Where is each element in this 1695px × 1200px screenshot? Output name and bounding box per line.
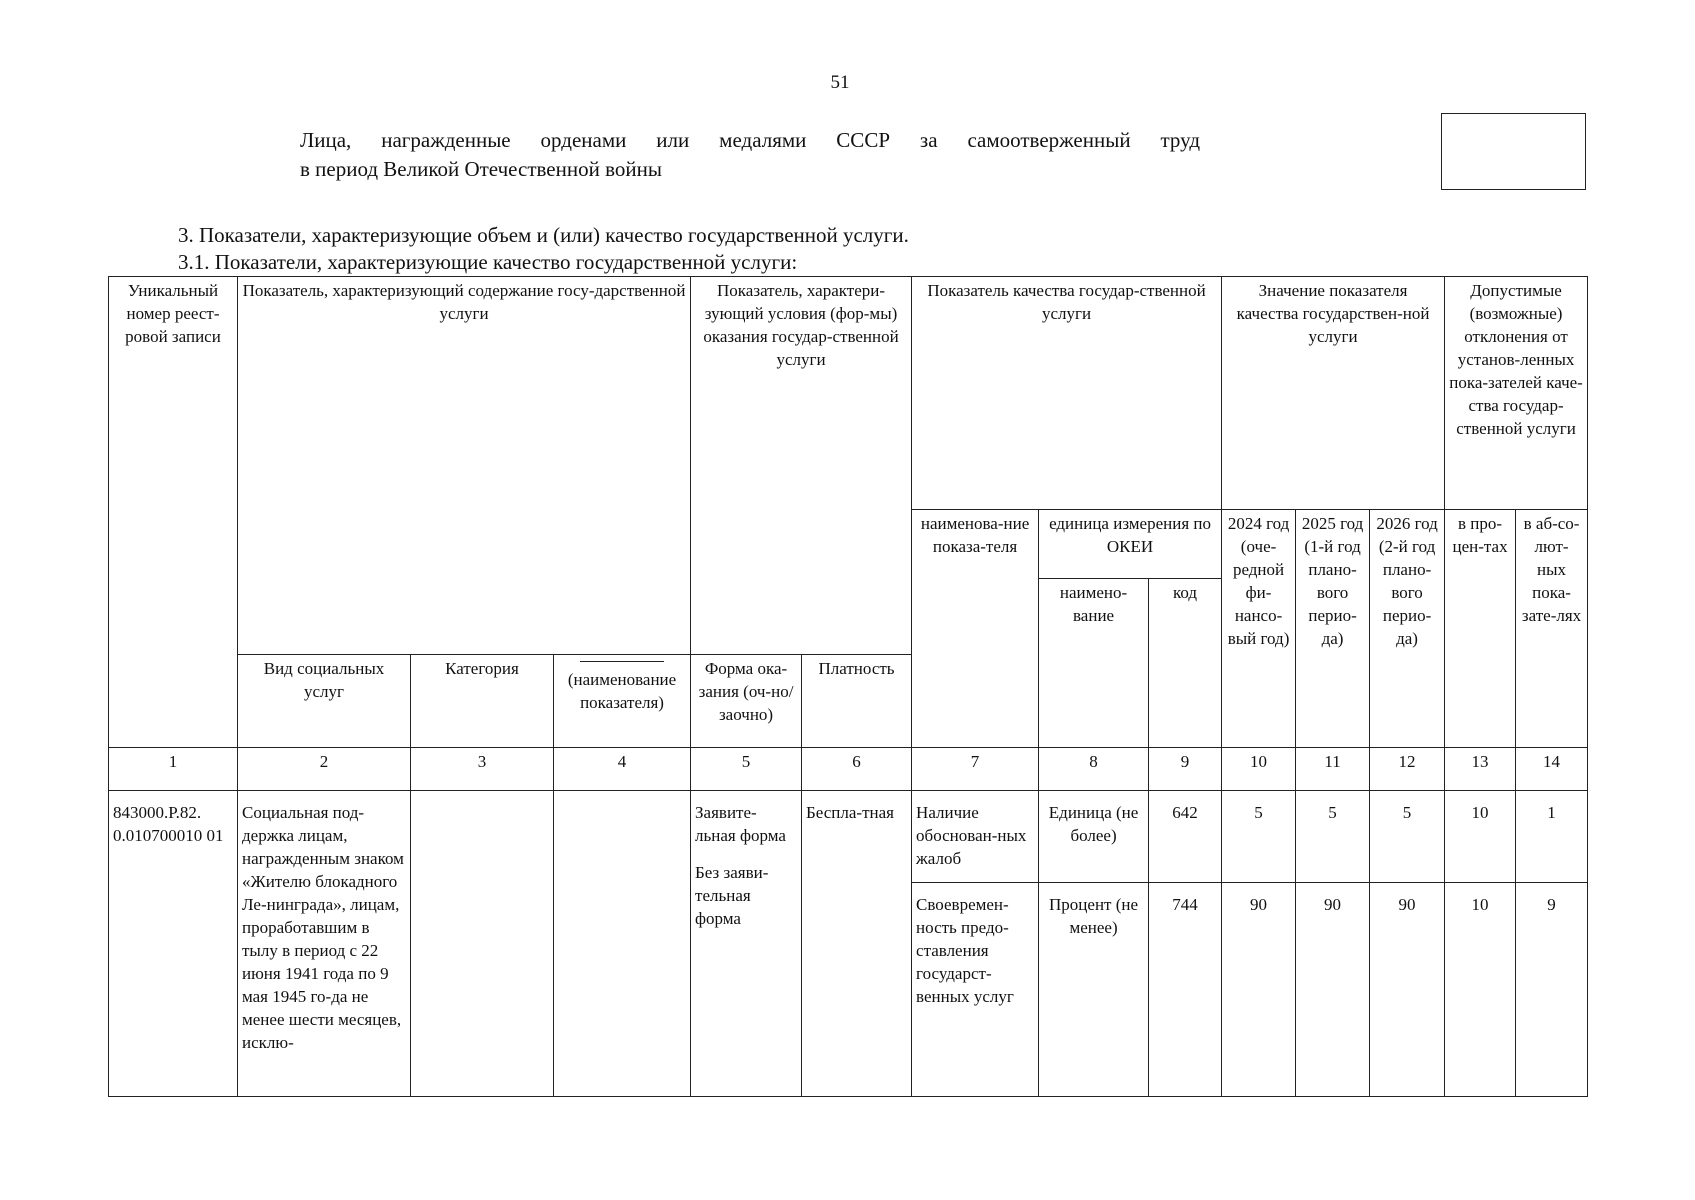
table-row	[109, 791, 1588, 883]
row-value-2026: 5	[1370, 791, 1445, 883]
header-year-2025: 2025 год (1-й год плано-вого перио-да)	[1296, 510, 1370, 748]
row-value-2024: 5	[1222, 791, 1296, 883]
section-3-title: 3. Показатели, характеризующие объем и (или) качество государственной услуги.	[178, 223, 909, 247]
header-deviations-group: Допустимые (возможные) отклонения от установ-ленных пока-зателей каче-ства государ-ственной услуги	[1445, 277, 1588, 510]
header-unique-record: Уникальный номер реест-ровой записи	[109, 277, 238, 748]
column-number: 12	[1370, 748, 1445, 791]
column-number-row	[109, 748, 1588, 791]
header-indicator-name: наименова-ние показа-теля	[912, 510, 1039, 748]
header-year-2026: 2026 год (2-й год плано-вого перио-да)	[1370, 510, 1445, 748]
column-number: 5	[691, 748, 802, 791]
header-indicator-placeholder	[554, 655, 691, 748]
header-unit-code: код	[1149, 579, 1222, 748]
header-category: Категория	[411, 655, 554, 748]
header-quality-group: Показатель качества государ-ственной услуги	[912, 277, 1222, 510]
row-value-2024: 90	[1222, 883, 1296, 1097]
column-number: 7	[912, 748, 1039, 791]
row-value-2025: 90	[1296, 883, 1370, 1097]
registry-code-box	[1441, 113, 1586, 190]
column-number: 6	[802, 748, 912, 791]
column-number: 11	[1296, 748, 1370, 791]
column-number: 2	[238, 748, 411, 791]
record-indicator	[554, 791, 691, 1097]
header-unit-name: наимено-вание	[1039, 579, 1149, 748]
row-code: 744	[1149, 883, 1222, 1097]
header-values-group: Значение показателя качества государствен-ной услуги	[1222, 277, 1445, 510]
record-service-type: Социальная под-держка лицам, награжденным знаком «Жителю блокадного Ле-нинграда», лицам, проработавшим в тылу в период с 22 июня 1941 года по 9 мая 1945 го-да не менее шести месяцев, исклю-	[238, 791, 411, 1097]
record-forms	[691, 791, 802, 1097]
column-number: 10	[1222, 748, 1296, 791]
section-3-1-title: 3.1. Показатели, характеризующие качество государственной услуги:	[178, 250, 798, 274]
record-form-1: Заявите-льная форма	[695, 803, 786, 845]
header-form: Форма ока-зания (оч-но/заочно)	[691, 655, 802, 748]
column-number: 14	[1516, 748, 1588, 791]
header-deviation-percent: в про-цен-тах	[1445, 510, 1516, 748]
column-number: 9	[1149, 748, 1222, 791]
blank-line	[580, 661, 664, 668]
row-value-2025: 5	[1296, 791, 1370, 883]
record-category	[411, 791, 554, 1097]
row-value-2026: 90	[1370, 883, 1445, 1097]
row-deviation-absolute: 1	[1516, 791, 1588, 883]
column-number: 3	[411, 748, 554, 791]
column-number: 4	[554, 748, 691, 791]
column-number: 13	[1445, 748, 1516, 791]
header-payment: Платность	[802, 655, 912, 748]
row-deviation-percent: 10	[1445, 791, 1516, 883]
header-service-type: Вид социальных услуг	[238, 655, 411, 748]
recipient-line-2: в период Великой Отечественной войны	[300, 157, 662, 181]
recipient-category	[300, 126, 1200, 184]
indicator-placeholder-text: (наименование показателя)	[567, 670, 677, 712]
record-form-2: Без заяви-тельная форма	[695, 863, 769, 928]
row-unit: Единица (не более)	[1039, 791, 1149, 883]
row-indicator: Наличие обоснован-ных жалоб	[912, 791, 1039, 883]
row-deviation-absolute: 9	[1516, 883, 1588, 1097]
row-unit: Процент (не менее)	[1039, 883, 1149, 1097]
row-deviation-percent: 10	[1445, 883, 1516, 1097]
column-number: 8	[1039, 748, 1149, 791]
column-number: 1	[109, 748, 238, 791]
recipient-line-1: Лица, награжденные орденами или медалями СССР за самоотверженный труд	[300, 128, 1200, 152]
header-unit-okei: единица измерения по ОКЕИ	[1039, 510, 1222, 579]
header-conditions-group: Показатель, характери-зующий условия (фор-мы) оказания государ-ственной услуги	[691, 277, 912, 655]
header-deviation-absolute: в аб-со-лют-ных пока-зате-лях	[1516, 510, 1588, 748]
quality-indicators-table	[108, 276, 1588, 1097]
page-number: 51	[830, 72, 850, 93]
row-indicator: Своевремен-ность предо-ставления государст-венных услуг	[912, 883, 1039, 1097]
record-payment: Беспла-тная	[802, 791, 912, 1097]
row-code: 642	[1149, 791, 1222, 883]
header-content-group: Показатель, характеризующий содержание госу-дарственной услуги	[238, 277, 691, 655]
header-year-2024: 2024 год (оче-редной фи-нансо-вый год)	[1222, 510, 1296, 748]
record-code: 843000.Р.82. 0.010700010 01	[109, 791, 238, 1097]
